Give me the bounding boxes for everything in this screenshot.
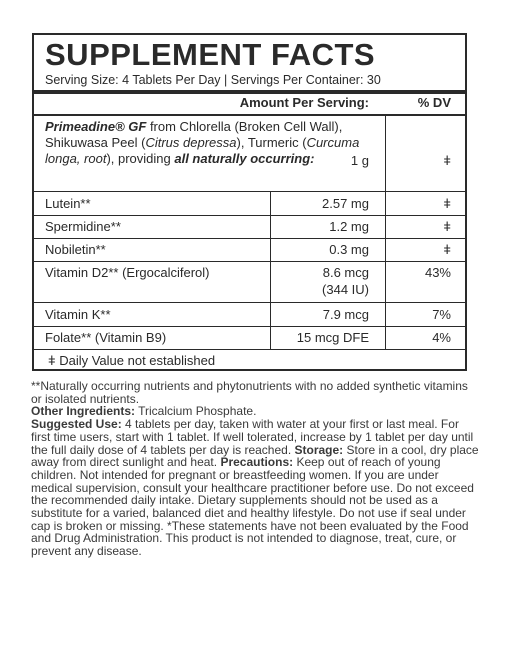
nutrient-name: Vitamin D2** (Ergocalciferol) <box>45 265 210 280</box>
nutrient-amount: 8.6 mcg <box>322 265 369 280</box>
nutrient-name: Spermidine** <box>45 219 121 234</box>
nutrient-name: Vitamin K** <box>45 307 111 322</box>
nutrient-amount: 1.2 mg <box>329 219 369 234</box>
primary-dv: ǂ <box>443 153 451 168</box>
nutrient-name: Folate** (Vitamin B9) <box>45 330 167 345</box>
nutrient-dv: 4% <box>432 330 451 345</box>
thick-rule <box>34 90 465 94</box>
natural-note: **Naturally occurring nutrients and phytonutrients with no added synthetic vitamins or isolated nutrients. <box>31 379 468 406</box>
nutrient-dv: 43% <box>424 265 451 280</box>
primary-amount: 1 g <box>350 153 369 168</box>
nutrient-dv: ǂ <box>443 242 451 257</box>
nutrient-dv: 7% <box>432 307 451 322</box>
nutrient-dv: ǂ <box>443 196 451 211</box>
nutrient-amount: 7.9 mcg <box>322 307 369 322</box>
nutrient-name: Nobiletin** <box>45 242 106 257</box>
header-amount: Amount Per Serving: <box>239 95 369 110</box>
nutrient-amount: 0.3 mg <box>329 242 369 257</box>
other-ingredients: Other Ingredients: Tricalcium Phosphate. <box>31 404 257 419</box>
serving-info: Serving Size: 4 Tablets Per Day | Servings Per Container: 30 <box>45 73 381 87</box>
label-notes <box>31 380 479 558</box>
panel-title: SUPPLEMENT FACTS <box>45 37 376 72</box>
nutrient-dv: ǂ <box>443 219 451 234</box>
header-rule <box>34 114 465 116</box>
nutrient-amount: 2.57 mg <box>322 196 369 211</box>
nutrient-amount-secondary: (344 IU) <box>322 282 369 297</box>
header-dv: % DV <box>417 95 451 110</box>
daily-value-footnote: ǂ Daily Value not established <box>48 353 216 368</box>
primary-name: Primeadine® GF <box>45 119 147 134</box>
supplement-facts-panel <box>32 33 467 371</box>
nutrient-name: Lutein** <box>45 196 91 211</box>
usage-directions: Suggested Use: 4 tablets per day, taken with water at your first or last meal. For first time users, start with 1 tablet. If well tolerated, increase by 1 tablet per day until the full daily dose of 4 tablets per day is reached. Storage: Store in a cool, dry place away from direct sunlight and heat. Precautions: Keep out of reach of young children. Not intended for pregnant or breastfeeding women. If you are under medical supervision, consult your healthcare practitioner before use. Do not exceed the recommended daily intake. Dietary supplements should not be used as a substitute for a varied, balanced diet and healthy lifestyle. Do not use if seal under cap is broken or missing. *These statements have not been evaluated by the Food and Drug Administration. This product is not intended to diagnose, treat, cure, or prevent any disease. <box>31 417 479 559</box>
nutrient-amount: 15 mcg DFE <box>296 330 369 345</box>
primary-ingredient: Primeadine® GF from Chlorella (Broken Cell Wall), Shikuwasa Peel (Citrus depressa), Turmeric (Curcuma longa, root), providing all naturally occurring: <box>45 119 360 166</box>
